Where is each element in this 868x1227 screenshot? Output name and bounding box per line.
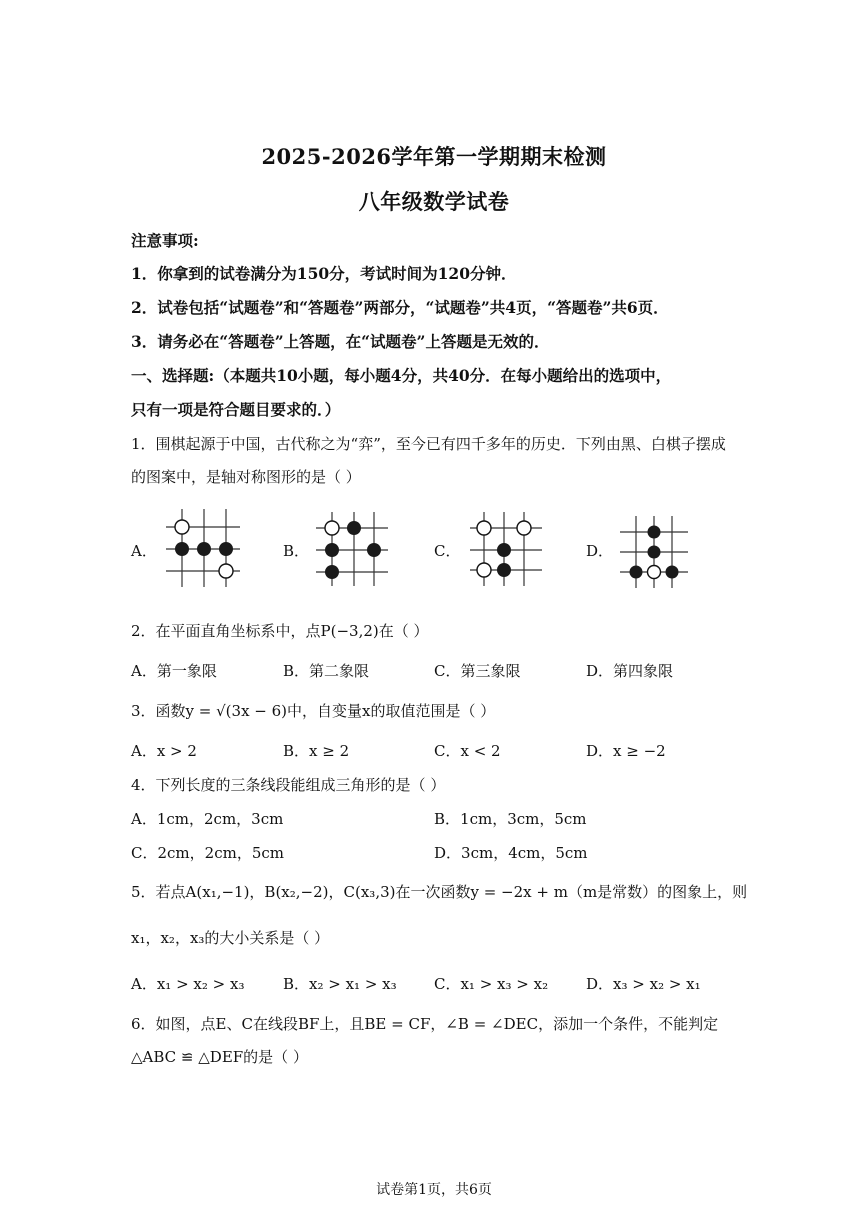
exam-title: 2025-2026学年第一学期期末检测 bbox=[261, 144, 607, 169]
notice-item: 2．试卷包括“试题卷”和“答题卷”两部分，“试题卷”共4页，“答题卷”共6页． bbox=[131, 298, 669, 317]
page-footer: 试卷第1页，共6页 bbox=[376, 1182, 492, 1198]
q5-option-d: D．x₃ > x₂ > x₁ bbox=[586, 975, 701, 993]
q3-option-d: D．x ≥ −2 bbox=[586, 742, 666, 760]
q5-option-c: C．x₁ > x₃ > x₂ bbox=[434, 975, 549, 993]
notice-item: 3．请务必在“答题卷”上答题，在“试题卷”上答题是无效的． bbox=[131, 332, 550, 351]
question-6-stem: 6．如图，点E、C在线段BF上，且BE = CF，∠B = ∠DEC，添加一个条件，不能判定 bbox=[131, 1015, 719, 1033]
q2-option-b: B．第二象限 bbox=[283, 662, 370, 680]
section-heading-cont: 只有一项是符合题目要求的．） bbox=[131, 400, 341, 419]
question-3-stem: 3．函数y = √(3x − 6)中，自变量x的取值范围是（ ） bbox=[131, 702, 496, 720]
q4-option-b: B．1cm，3cm，5cm bbox=[434, 810, 587, 828]
notice-item: 1．你拿到的试卷满分为150分，考试时间为120分钟． bbox=[131, 264, 517, 283]
notice-heading: 注意事项: bbox=[131, 231, 199, 250]
question-6-stem-cont: △ABC ≌ △DEF的是（ ） bbox=[131, 1048, 308, 1066]
q3-option-a: A．x > 2 bbox=[131, 742, 197, 760]
section-heading: 一、选择题:（本题共10小题，每小题4分，共40分．在每小题给出的选项中， bbox=[131, 366, 672, 385]
q2-option-c: C．第三象限 bbox=[434, 662, 521, 680]
question-4-stem: 4．下列长度的三条线段能组成三角形的是（ ） bbox=[131, 776, 446, 794]
question-2-stem: 2．在平面直角坐标系中，点P(−3,2)在（ ） bbox=[131, 622, 429, 640]
question-5-stem-cont: x₁，x₂，x₃的大小关系是（ ） bbox=[131, 929, 330, 947]
q4-option-a: A．1cm，2cm，3cm bbox=[131, 810, 284, 828]
question-1-stem: 1．围棋起源于中国，古代称之为“弈”，至今已有四千多年的历史．下列由黑、白棋子摆成 bbox=[131, 435, 726, 453]
q1-option-b-figure bbox=[312, 508, 392, 588]
q5-option-b: B．x₂ > x₁ > x₃ bbox=[283, 975, 397, 993]
question-1-stem-cont: 的图案中，是轴对称图形的是（ ） bbox=[131, 468, 361, 486]
question-5-stem: 5．若点A(x₁,−1)，B(x₂,−2)，C(x₃,3)在一次函数y = −2x + m（m是常数）的图象上，则 bbox=[131, 883, 748, 901]
exam-subtitle: 八年级数学试卷 bbox=[358, 189, 510, 214]
q1-option-b-label: B． bbox=[283, 542, 310, 560]
q3-option-c: C．x < 2 bbox=[434, 742, 501, 760]
q1-option-a-figure bbox=[160, 505, 246, 591]
q2-option-a: A．第一象限 bbox=[131, 662, 217, 680]
q1-option-a-label: A． bbox=[131, 542, 157, 560]
q4-option-d: D．3cm，4cm，5cm bbox=[434, 844, 588, 862]
q5-option-a: A．x₁ > x₂ > x₃ bbox=[131, 975, 245, 993]
q1-option-d-label: D． bbox=[586, 542, 614, 560]
q2-option-d: D．第四象限 bbox=[586, 662, 674, 680]
q1-option-d-figure bbox=[618, 512, 690, 590]
q1-option-c-label: C． bbox=[434, 542, 461, 560]
q4-option-c: C．2cm，2cm，5cm bbox=[131, 844, 284, 862]
q3-option-b: B．x ≥ 2 bbox=[283, 742, 350, 760]
q1-option-c-figure bbox=[466, 508, 546, 588]
